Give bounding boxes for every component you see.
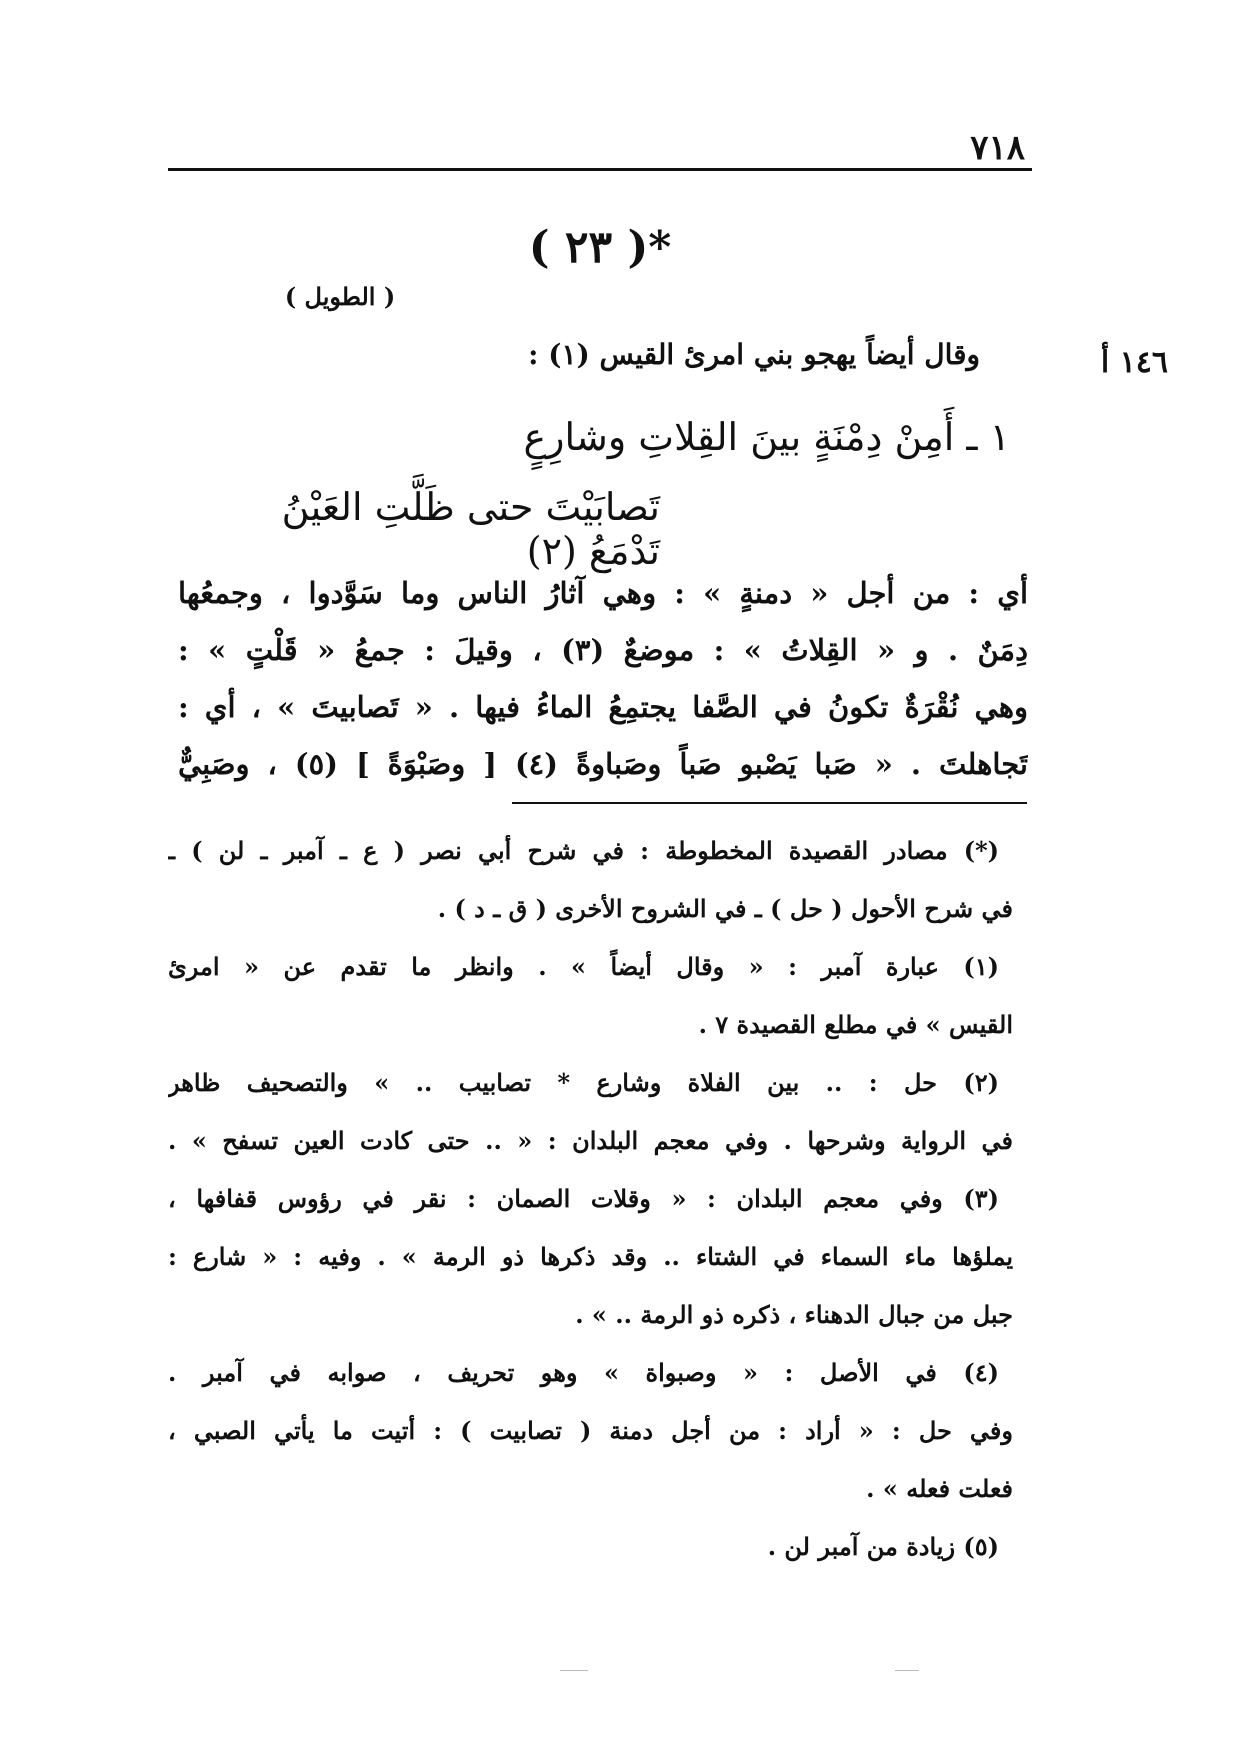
folio-marker: ١٤٦ أ bbox=[1100, 345, 1168, 380]
footnote-line: يملؤها ماء السماء في الشتاء .. وقد ذكرها ذو الرمة » . وفيه : « شارع : bbox=[168, 1242, 1013, 1271]
page-number: ٧١٨ bbox=[970, 128, 1025, 168]
commentary-line: أي : من أجل « دمنةٍ » : وهي آثارُ الناس وما سَوَّدوا ، وجمعُها bbox=[178, 576, 1028, 610]
footnote-line: في شرح الأحول ( حل ) ـ في الشروح الأخرى ( ق ـ د ) . bbox=[437, 894, 1013, 923]
commentary-line: وهي نُقْرَةٌ تكونُ في الصَّفا يجتمِعُ الماءُ فيها . « تَصابيتَ » ، أي : bbox=[178, 690, 1028, 724]
footnote-line: في الرواية وشرحها . وفي معجم البلدان : « .. حتى كادت العين تسفح » . bbox=[168, 1126, 1013, 1155]
commentary bbox=[178, 565, 1028, 793]
footnote-line: (٢) حل : .. بين الفلاة وشارع * تصابيب .. » والتصحيف ظاهر bbox=[168, 1068, 999, 1097]
commentary-line: دِمَنٌ . و « القِلاتُ » : موضعٌ (٣) ، وقيلَ : جمعُ « قَلْتٍ » : bbox=[178, 633, 1028, 667]
poem-number: ( ٢٣ )* bbox=[528, 222, 672, 273]
header-rule bbox=[168, 168, 1032, 171]
footnote-line: (٣) وفي معجم البلدان : « وقلات الصمان : نقر في رؤوس قفافها ، bbox=[168, 1184, 999, 1213]
footnote-line: (٥) زيادة من آمبر لن . bbox=[767, 1532, 999, 1561]
footnote-line: (*) مصادر القصيدة المخطوطة : في شرح أبي نصر ( ع ـ آمبر ـ لن ) ـ bbox=[168, 836, 999, 865]
footnote-line: (٤) في الأصل : « وصبواة » وهو تحريف ، صوابه في آمبر . bbox=[168, 1358, 999, 1387]
verse-first-hemistich: ١ ـ أَمِنْ دِمْنَةٍ بينَ القِلاتِ وشارِعٍ bbox=[523, 415, 1010, 459]
footnote-separator bbox=[512, 802, 1027, 804]
meter-label: ( الطويل ) bbox=[284, 282, 396, 311]
scan-artifact bbox=[560, 1670, 588, 1671]
footnote-line: القيس » في مطلع القصيدة ٧ . bbox=[698, 1010, 1013, 1039]
verse-second-hemistich: تَصابَيْتَ حتى ظَلَّتِ العَيْنُ تَدْمَعُ (٢) bbox=[281, 485, 660, 573]
footnote-line: وفي حل : « أراد : من أجل دمنة ( تصابيت ) : أتيت ما يأتي الصبي ، bbox=[168, 1416, 1013, 1445]
commentary-line: تَجاهلتَ . « صَبا يَصْبو صَباً وصَباوةً (٤) [ وصَبْوَةً ] (٥) ، وصَبِيٌّ bbox=[178, 747, 1028, 781]
footnote-line: فعلت فعله » . bbox=[866, 1474, 1013, 1503]
footnote-line: (١) عبارة آمبر : « وقال أيضاً » . وانظر ما تقدم عن « امرئ bbox=[168, 952, 999, 981]
scan-artifact bbox=[895, 1670, 919, 1671]
footnote-line: جبل من جبال الدهناء ، ذكره ذو الرمة .. » . bbox=[575, 1300, 1013, 1329]
poem-intro: وقال أيضاً يهجو بني امرئ القيس (١) : bbox=[528, 338, 980, 371]
footnotes bbox=[168, 822, 1013, 1576]
